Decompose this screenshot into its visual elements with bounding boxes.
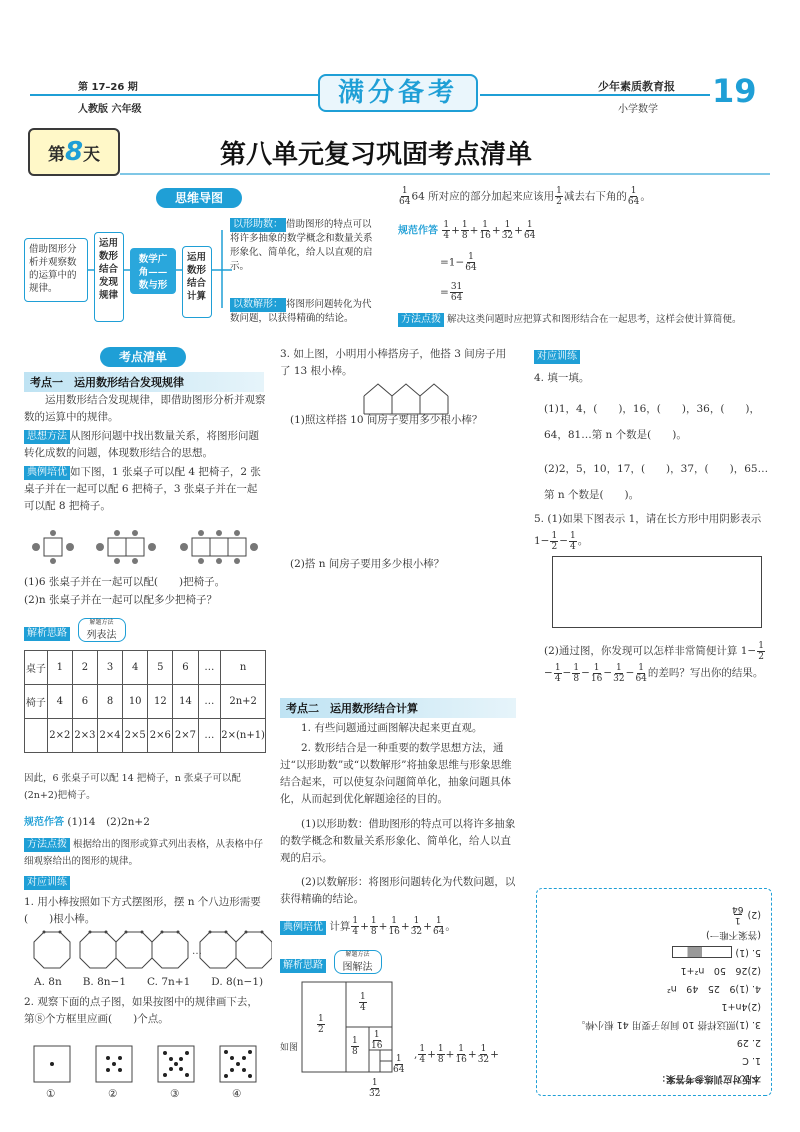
s2: $\frac{1}{8}$ xyxy=(437,1044,444,1065)
table-cell: 椅子 xyxy=(25,685,48,719)
frac-1-64: $\frac{1}{64}$ xyxy=(399,186,411,207)
mindmap-heading: 思维导图 xyxy=(156,188,242,208)
answer-line: (2)26 50 n²+1 xyxy=(680,965,761,976)
mindmap-left: 借助图形分析并观察数的运算中的规律。 xyxy=(24,238,88,302)
dianli-label: 典例培优 xyxy=(24,466,70,480)
r3: $\frac{1}{2}$ xyxy=(758,640,764,662)
fig-32 xyxy=(368,1078,381,1099)
k1-duiying: 对应训练 xyxy=(24,876,70,890)
mindmap-branch-1: 运用数形结合发现规律 xyxy=(94,232,124,322)
q5-text: 5. (1)如果下图表示 1，请在长方形中用阴影表示 xyxy=(534,513,762,525)
r2: $\frac{1}{4}$ xyxy=(570,530,576,552)
tag-yishujiexing: 以数解形： xyxy=(230,298,286,312)
s1: $\frac{1}{4}$ xyxy=(419,1044,426,1065)
table-cell: 4 xyxy=(123,651,148,685)
g1: $\frac{1}{4}$ xyxy=(352,916,359,937)
fig-16 xyxy=(370,1030,383,1051)
fig-64 xyxy=(392,1054,405,1075)
method-name: 列表法 xyxy=(86,630,117,641)
q4a: (1)1，4，( )，16，( )，36，( )，64，81…第 n 个数是( )。 xyxy=(544,403,761,441)
sixiang-label: 思想方法 xyxy=(24,430,70,444)
q4b: (2)2，5，10，17，( )，37，( )，65…第 n 个数是( )。 xyxy=(544,463,769,501)
f4: $\frac{1}{32}$ xyxy=(501,220,514,241)
k2-dianli-label: 典例培优 xyxy=(280,921,326,935)
fig-eighth xyxy=(350,1036,360,1057)
k2-jiexi xyxy=(280,948,382,973)
s3: $\frac{1}{16}$ xyxy=(455,1044,467,1065)
q5: 5. (1)如果下图表示 1，请在长方形中用阴影表示 1− $\frac{1}{2}$ − $\frac{1}{4}$ 。 xyxy=(534,513,762,552)
h3: $\frac{1}{8}$ xyxy=(352,1036,358,1057)
k2-p4: (2)以数解形：将图形问题转化为代数问题，以获得精确的结论。 xyxy=(280,876,516,905)
table-cell: 2×6 xyxy=(148,719,173,753)
table-cell xyxy=(25,719,48,753)
table-row xyxy=(25,685,266,719)
answer-line: (答案不唯一) xyxy=(706,929,761,940)
rt-line1a: 64 所对应的部分加起来应该用 xyxy=(411,190,555,203)
k1-q2: (2)n 张桌子并在一起可以配多少把椅子？ xyxy=(24,594,217,606)
q3: 3. 如上图，小明用小棒搭房子，他搭 3 间房子用了 13 根小棒。 xyxy=(280,348,507,377)
s4: $\frac{1}{32}$ xyxy=(477,1044,490,1065)
r7: $\frac{1}{32}$ xyxy=(613,662,625,684)
k1-intro: 运用数形结合发现规律，即借助图形分析并观察数的运算中的规律。 xyxy=(24,394,266,423)
frac-1-2: $\frac{1}{2}$ xyxy=(556,186,562,207)
rt-norm-label: 规范作答 xyxy=(398,225,438,237)
table-cell: 14 xyxy=(173,685,198,719)
fig-label: 如图 xyxy=(280,1043,299,1053)
sixiang-text: 从图形问题中找出数量关系，将图形问题转化成数的问题，体现数形结合的思想。 xyxy=(24,430,259,459)
tables-figure xyxy=(30,530,270,566)
k1-fangfa-text: 根据给出的图形或算式列出表格，从表格中仔细观察给出的图形的规律。 xyxy=(24,839,264,867)
circle-2: ② xyxy=(108,1088,118,1100)
r5: $\frac{1}{8}$ xyxy=(573,662,580,684)
edition: 人教版 六年级 xyxy=(78,104,142,115)
table-cell: n xyxy=(221,651,266,685)
tag-yixingzhushu: 以形助数： xyxy=(230,218,286,232)
f5: $\frac{1}{64}$ xyxy=(523,220,536,241)
table-cell: 4 xyxy=(47,685,72,719)
header xyxy=(0,74,800,126)
frac-1-64b: $\frac{1}{64}$ xyxy=(627,186,640,207)
q3a: (1)照这样搭 10 间房子要用多少根小棒？ xyxy=(290,414,483,426)
r1: $\frac{1}{2}$ xyxy=(551,530,558,552)
method-small: 解题方法 xyxy=(89,619,114,626)
table-cell: 1 xyxy=(47,651,72,685)
train-1: 1. 用小棒按照如下方式摆图形，摆 n 个八边形需要( )根小棒。 xyxy=(24,896,261,925)
k2-p3: (1)以形助数：借助图形的特点可以将许多抽象的数学概念和数量关系形象化、简单化，给人以直观的启示。 xyxy=(280,818,516,864)
right-top-line1: $\frac{1}{64}$ 64 所对应的部分加起来应该用 $\frac{1}{2}$ 减去右下角的 $\frac{1}{64}$ 。 xyxy=(399,186,651,207)
table-row xyxy=(25,719,266,753)
k1-conclusion: 因此，6 张桌子可以配 14 把椅子，n 张桌子可以配(2n+2)把椅子。 xyxy=(24,773,241,801)
f3: $\frac{1}{16}$ xyxy=(479,220,491,241)
k1-norm xyxy=(24,814,266,831)
method-box xyxy=(78,618,126,642)
rt-line1b: 减去右下角的 xyxy=(563,190,627,203)
mindmap-branch-2: 运用数形结合计算 xyxy=(182,246,212,318)
table-cell: … xyxy=(198,685,221,719)
h2: $\frac{1}{4}$ xyxy=(360,992,366,1013)
ans-frac: 1 64 xyxy=(732,904,744,925)
k2-p2: 2. 数形结合是一种重要的数学思想方法，通过“以形助数”或“以数解形”将抽象思维与形象思维结合起来，可以使复杂问题简单化，抽象问题具体化，从而起到优化解题途径的目的。 xyxy=(280,742,512,805)
table-cell: 2 xyxy=(72,651,97,685)
table-cell: 2×2 xyxy=(47,719,72,753)
subject: 小学数学 xyxy=(618,104,658,115)
h6: $\frac{1}{32}$ xyxy=(369,1078,381,1099)
issue: 第 17–26 期 xyxy=(78,82,138,93)
rt-fangfa xyxy=(398,312,774,328)
f7: $\frac{31}{64}$ xyxy=(450,282,463,303)
dianli-text: 如下图，1 张桌子可以配 4 把椅子，2 张桌子并在一起可以配 6 把椅子，3 张桌子并在一起可以配 8 把椅子。 xyxy=(24,466,261,512)
g5: $\frac{1}{64}$ xyxy=(432,916,445,937)
table-cell: 2×3 xyxy=(72,719,97,753)
k1-jiexi xyxy=(24,616,126,641)
table-cell: 8 xyxy=(97,685,122,719)
k2-method-name: 图解法 xyxy=(342,962,373,973)
dot-boxes xyxy=(30,1042,270,1086)
table-cell: 2×5 xyxy=(123,719,148,753)
train-1-options: A. 8n B. 8n−1 C. 7n+1 D. 8(n−1) xyxy=(34,976,264,988)
table-cell: 2×4 xyxy=(97,719,122,753)
k1-dianli xyxy=(24,464,266,515)
circle-3: ③ xyxy=(170,1088,180,1100)
k1-title: 考点一 运用数形结合发现规律 xyxy=(24,372,264,392)
q5-rectangle xyxy=(552,556,762,628)
k1-fangfa xyxy=(24,836,266,870)
right-top-step3: = $\frac{31}{64}$ xyxy=(440,282,463,303)
kaodian-heading: 考点清单 xyxy=(100,347,186,367)
chair-table xyxy=(24,650,266,753)
paper-name: 少年素质教育报 xyxy=(598,80,675,93)
fig-half xyxy=(316,1014,326,1035)
train-2: 2. 观察下面的点子图，如果按图中的规律画下去，第⑧个方框里应画( )个点。 xyxy=(24,996,258,1025)
table-cell: 6 xyxy=(173,651,198,685)
k1-q1: (1)6 张桌子并在一起可以配( )把椅子。 xyxy=(24,576,226,588)
answer-line: 1. C xyxy=(742,1055,761,1066)
table-cell: 2n+2 xyxy=(221,685,266,719)
answer-line: 3. (1)照这样搭 10 间房子要用 41 根小棒。 xyxy=(575,1019,761,1030)
day-badge xyxy=(28,128,120,176)
day-number: 8 xyxy=(64,137,84,167)
right-top-calc: 规范作答 $\frac{1}{4}$ + $\frac{1}{8}$ + $\frac{1}{16}$ + $\frac{1}{32}$ + $\frac{1}{64}$ xyxy=(398,220,536,241)
k1-fangfa-label: 方法点拨 xyxy=(24,838,70,852)
header-rule-right xyxy=(480,94,710,96)
day-suffix: 天 xyxy=(83,145,101,165)
k2-jisuan: 计算 xyxy=(329,920,351,933)
h1: $\frac{1}{2}$ xyxy=(318,1014,324,1035)
table-cell: 6 xyxy=(72,685,97,719)
connector-lines xyxy=(88,230,232,330)
f1: $\frac{1}{4}$ xyxy=(443,220,450,241)
detail-1-text: 借助图形的特点可以将许多抽象的数学概念和数量关系形象化、简单化，给人以直观的启示。 xyxy=(230,219,373,272)
f6: $\frac{1}{64}$ xyxy=(465,252,477,273)
table-cell: 5 xyxy=(148,651,173,685)
k1-sixiang xyxy=(24,428,266,462)
g3: $\frac{1}{16}$ xyxy=(388,916,400,937)
table-cell: … xyxy=(198,719,221,753)
mindmap-detail-2 xyxy=(230,298,380,326)
mindmap-center: 数学广角——数与形 xyxy=(130,248,176,294)
f2: $\frac{1}{8}$ xyxy=(461,220,468,241)
answer-box xyxy=(536,888,772,1096)
square-diagram xyxy=(300,980,400,1076)
k2-jiexi-label: 解析思路 xyxy=(280,959,326,973)
mindmap-detail-1 xyxy=(230,218,380,274)
page-number: 19 xyxy=(712,72,757,110)
circle-1: ① xyxy=(46,1088,56,1100)
page-title: 第八单元复习巩固考点清单 xyxy=(220,140,533,170)
banner: 满分备考 xyxy=(318,74,478,112)
fig-sum: , $\frac{1}{4}$ + $\frac{1}{8}$ + $\frac{1}{16}$ + $\frac{1}{32}$ + xyxy=(414,1044,499,1065)
circle-4: ④ xyxy=(232,1088,242,1100)
q5b: (2)通过图，你发现可以怎样非常简便计算 1− $\frac{1}{2}$ − $\frac{1}{4}$ − $\frac{1}{8}$ − $\frac{1}{16}$ − $\frac{1}{32}$ − $\frac{1}{64}$ 的差吗？写出你的结果。 xyxy=(544,640,764,684)
q4: 4. 填一填。 xyxy=(534,372,590,384)
table-cell: 3 xyxy=(97,651,122,685)
k2-method-small: 解题方法 xyxy=(345,951,370,958)
k2-dianli: 典例培优 计算 $\frac{1}{4}$ + $\frac{1}{8}$ + $\frac{1}{16}$ + $\frac{1}{32}$ + $\frac{1}{64}$ 。 xyxy=(280,916,516,937)
answer-line-last xyxy=(547,904,761,925)
r4: $\frac{1}{4}$ xyxy=(554,662,561,684)
answer-title: 本版对应训练参考答案： xyxy=(656,1073,761,1084)
g4: $\frac{1}{32}$ xyxy=(410,916,423,937)
table-cell: … xyxy=(198,651,221,685)
h5: $\frac{1}{64}$ xyxy=(393,1054,405,1075)
answer-line: (2) xyxy=(747,909,761,920)
k1-norm-text: (1)14 (2)2n+2 xyxy=(67,816,150,828)
answer-line: 4. (1)9 25 49 n² xyxy=(666,983,761,994)
k1-norm-label: 规范作答 xyxy=(24,817,64,828)
octagon-figure xyxy=(32,930,272,970)
rt-fangfa-label: 方法点拨 xyxy=(398,313,444,327)
answer-line: 5. (1) xyxy=(735,947,761,958)
mindmap-connectors xyxy=(88,230,232,330)
house-figure xyxy=(360,380,470,416)
table-cell: 桌子 xyxy=(25,651,48,685)
answer-line: 2. 29 xyxy=(736,1037,761,1048)
right-duiying: 对应训练 xyxy=(534,350,580,364)
table-cell: 2×7 xyxy=(173,719,198,753)
answer-line: (2)4n+1 xyxy=(721,1001,761,1012)
day-prefix: 第 xyxy=(47,145,65,165)
k2-p1: 1. 有些问题通过画图解决起来更直观。 xyxy=(301,722,483,734)
answer-line-5 xyxy=(547,943,761,961)
q5b-text: (2)通过图，你发现可以怎样非常简便计算 xyxy=(544,645,738,657)
table-cell: 2×(n+1) xyxy=(221,719,266,753)
jiexi-label: 解析思路 xyxy=(24,627,70,641)
r8: $\frac{1}{64}$ xyxy=(635,662,647,684)
q3b: (2)搭 n 间房子要用多少根小棒？ xyxy=(290,558,445,570)
fig-quarter xyxy=(358,992,368,1013)
q5c-text: 的差吗？写出你的结果。 xyxy=(647,667,764,679)
detail-2-text: 将图形问题转化为代数问题，以获得精确的结论。 xyxy=(230,299,372,324)
k2-method-box xyxy=(334,950,382,974)
right-top-step2: =1− $\frac{1}{64}$ xyxy=(440,252,477,273)
h4: $\frac{1}{16}$ xyxy=(371,1030,383,1051)
svg-text:…: … xyxy=(192,946,202,957)
header-rule xyxy=(30,94,320,96)
k2-title: 考点二 运用数形结合计算 xyxy=(280,698,516,718)
table-cell: 12 xyxy=(148,685,173,719)
rt-fangfa-text: 解决这类问题时应把算式和图形结合在一起思考，这样会使计算简便。 xyxy=(447,314,742,325)
r6: $\frac{1}{16}$ xyxy=(590,662,603,684)
answer-shade xyxy=(672,947,732,959)
table-cell: 10 xyxy=(123,685,148,719)
g2: $\frac{1}{8}$ xyxy=(370,916,377,937)
table-row xyxy=(25,651,266,685)
title-rule xyxy=(120,173,770,175)
